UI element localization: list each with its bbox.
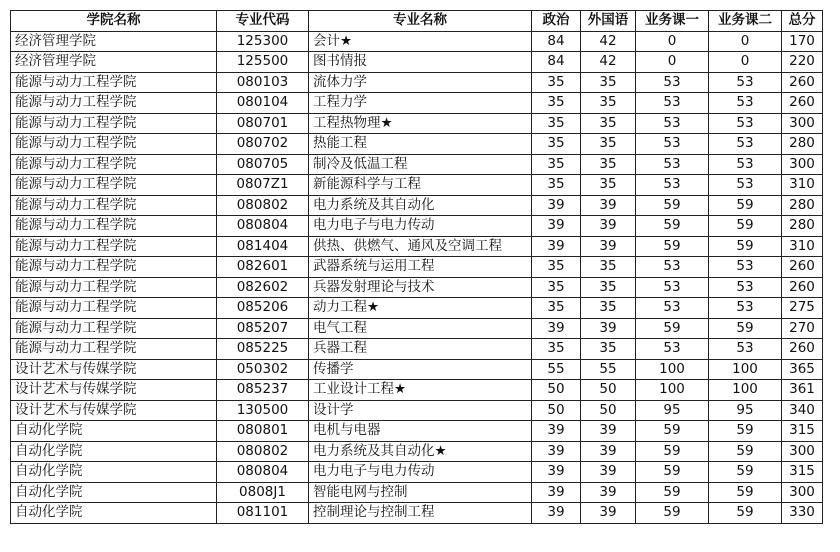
header-row — [11, 11, 823, 32]
cell-politics: 35 — [532, 134, 581, 155]
score-table — [10, 10, 823, 524]
cell-politics: 35 — [532, 257, 581, 278]
cell-course-one: 53 — [636, 72, 709, 93]
cell-foreign-language: 35 — [581, 134, 636, 155]
cell-total: 280 — [782, 195, 823, 216]
cell-major-code: 080104 — [217, 93, 309, 114]
cell-foreign-language: 35 — [581, 113, 636, 134]
cell-foreign-language: 35 — [581, 257, 636, 278]
cell-politics: 39 — [532, 441, 581, 462]
table-row — [11, 195, 823, 216]
cell-foreign-language: 50 — [581, 400, 636, 421]
cell-total: 260 — [782, 339, 823, 360]
cell-total: 300 — [782, 113, 823, 134]
cell-foreign-language: 35 — [581, 93, 636, 114]
cell-foreign-language: 42 — [581, 52, 636, 73]
table-row — [11, 113, 823, 134]
cell-foreign-language: 35 — [581, 72, 636, 93]
cell-major-code: 082601 — [217, 257, 309, 278]
cell-major-code: 085206 — [217, 298, 309, 319]
cell-major-code: 125500 — [217, 52, 309, 73]
cell-course-one: 53 — [636, 154, 709, 175]
cell-course-one: 59 — [636, 236, 709, 257]
table-row — [11, 482, 823, 503]
cell-course-two: 53 — [709, 277, 782, 298]
cell-course-one: 59 — [636, 482, 709, 503]
cell-foreign-language: 35 — [581, 175, 636, 196]
cell-major-code: 080705 — [217, 154, 309, 175]
cell-politics: 35 — [532, 339, 581, 360]
cell-college: 自动化学院 — [11, 482, 217, 503]
cell-politics: 35 — [532, 93, 581, 114]
cell-course-one: 59 — [636, 318, 709, 339]
cell-foreign-language: 39 — [581, 462, 636, 483]
cell-college: 自动化学院 — [11, 503, 217, 524]
cell-course-one: 59 — [636, 462, 709, 483]
cell-course-one: 95 — [636, 400, 709, 421]
cell-college: 能源与动力工程学院 — [11, 134, 217, 155]
table-row — [11, 462, 823, 483]
cell-foreign-language: 35 — [581, 277, 636, 298]
cell-total: 260 — [782, 93, 823, 114]
cell-college: 经济管理学院 — [11, 52, 217, 73]
cell-major-code: 081101 — [217, 503, 309, 524]
cell-course-two: 100 — [709, 359, 782, 380]
cell-major-code: 081404 — [217, 236, 309, 257]
cell-major-name: 传播学 — [309, 359, 532, 380]
cell-major-code: 130500 — [217, 400, 309, 421]
cell-total: 260 — [782, 277, 823, 298]
cell-course-one: 53 — [636, 93, 709, 114]
header-foreign-language: 外国语 — [581, 11, 636, 32]
table-row — [11, 421, 823, 442]
cell-course-two: 100 — [709, 380, 782, 401]
cell-college: 能源与动力工程学院 — [11, 277, 217, 298]
cell-foreign-language: 35 — [581, 298, 636, 319]
cell-total: 300 — [782, 154, 823, 175]
cell-politics: 39 — [532, 195, 581, 216]
cell-major-code: 080701 — [217, 113, 309, 134]
table-row — [11, 298, 823, 319]
cell-major-name: 控制理论与控制工程 — [309, 503, 532, 524]
cell-major-name: 电气工程 — [309, 318, 532, 339]
cell-major-name: 智能电网与控制 — [309, 482, 532, 503]
table-row — [11, 339, 823, 360]
cell-course-one: 53 — [636, 134, 709, 155]
cell-total: 361 — [782, 380, 823, 401]
cell-politics: 35 — [532, 298, 581, 319]
cell-major-code: 0807Z1 — [217, 175, 309, 196]
cell-politics: 39 — [532, 236, 581, 257]
cell-major-code: 080801 — [217, 421, 309, 442]
header-politics: 政治 — [532, 11, 581, 32]
cell-course-one: 53 — [636, 298, 709, 319]
cell-politics: 35 — [532, 277, 581, 298]
cell-politics: 35 — [532, 154, 581, 175]
table-row — [11, 236, 823, 257]
table-row — [11, 441, 823, 462]
cell-foreign-language: 39 — [581, 503, 636, 524]
cell-total: 260 — [782, 72, 823, 93]
cell-course-one: 59 — [636, 421, 709, 442]
cell-major-name: 制冷及低温工程 — [309, 154, 532, 175]
cell-politics: 39 — [532, 482, 581, 503]
header-course-two: 业务课二 — [709, 11, 782, 32]
cell-college: 设计艺术与传媒学院 — [11, 359, 217, 380]
cell-politics: 39 — [532, 503, 581, 524]
cell-foreign-language: 35 — [581, 339, 636, 360]
cell-total: 260 — [782, 257, 823, 278]
cell-politics: 39 — [532, 318, 581, 339]
cell-major-name: 电力电子与电力传动 — [309, 216, 532, 237]
table-row — [11, 93, 823, 114]
table-row — [11, 380, 823, 401]
cell-college: 能源与动力工程学院 — [11, 113, 217, 134]
cell-major-name: 供热、供燃气、通风及空调工程 — [309, 236, 532, 257]
cell-major-code: 080103 — [217, 72, 309, 93]
cell-foreign-language: 39 — [581, 441, 636, 462]
cell-course-one: 53 — [636, 175, 709, 196]
table-row — [11, 503, 823, 524]
cell-college: 经济管理学院 — [11, 31, 217, 52]
cell-course-two: 0 — [709, 52, 782, 73]
cell-major-name: 电力电子与电力传动 — [309, 462, 532, 483]
table-row — [11, 216, 823, 237]
cell-major-name: 新能源科学与工程 — [309, 175, 532, 196]
cell-college: 能源与动力工程学院 — [11, 154, 217, 175]
cell-course-one: 53 — [636, 339, 709, 360]
cell-course-two: 53 — [709, 113, 782, 134]
table-row — [11, 400, 823, 421]
cell-major-name: 动力工程★ — [309, 298, 532, 319]
cell-course-two: 59 — [709, 462, 782, 483]
cell-course-two: 53 — [709, 154, 782, 175]
cell-college: 自动化学院 — [11, 421, 217, 442]
cell-college: 能源与动力工程学院 — [11, 72, 217, 93]
cell-major-name: 电机与电器 — [309, 421, 532, 442]
header-major-name: 专业名称 — [309, 11, 532, 32]
cell-major-name: 会计★ — [309, 31, 532, 52]
cell-course-one: 100 — [636, 380, 709, 401]
cell-total: 365 — [782, 359, 823, 380]
table-row — [11, 175, 823, 196]
cell-total: 270 — [782, 318, 823, 339]
header-total: 总分 — [782, 11, 823, 32]
cell-politics: 35 — [532, 72, 581, 93]
table-body — [11, 31, 823, 523]
table-row — [11, 31, 823, 52]
cell-course-two: 95 — [709, 400, 782, 421]
cell-major-name: 电力系统及其自动化★ — [309, 441, 532, 462]
cell-politics: 50 — [532, 380, 581, 401]
cell-total: 310 — [782, 236, 823, 257]
cell-major-code: 050302 — [217, 359, 309, 380]
cell-major-name: 工业设计工程★ — [309, 380, 532, 401]
cell-politics: 84 — [532, 31, 581, 52]
cell-politics: 35 — [532, 113, 581, 134]
cell-course-two: 59 — [709, 503, 782, 524]
cell-college: 能源与动力工程学院 — [11, 318, 217, 339]
header-major-code: 专业代码 — [217, 11, 309, 32]
table-row — [11, 72, 823, 93]
cell-major-code: 085207 — [217, 318, 309, 339]
cell-total: 300 — [782, 482, 823, 503]
cell-course-two: 53 — [709, 298, 782, 319]
cell-course-two: 59 — [709, 216, 782, 237]
cell-total: 280 — [782, 134, 823, 155]
cell-major-name: 设计学 — [309, 400, 532, 421]
cell-course-two: 59 — [709, 441, 782, 462]
cell-course-two: 59 — [709, 318, 782, 339]
cell-foreign-language: 39 — [581, 195, 636, 216]
cell-foreign-language: 39 — [581, 318, 636, 339]
cell-total: 170 — [782, 31, 823, 52]
cell-major-code: 085225 — [217, 339, 309, 360]
header-college: 学院名称 — [11, 11, 217, 32]
cell-politics: 35 — [532, 175, 581, 196]
cell-major-name: 热能工程 — [309, 134, 532, 155]
cell-major-code: 080802 — [217, 441, 309, 462]
cell-foreign-language: 39 — [581, 236, 636, 257]
cell-major-code: 080702 — [217, 134, 309, 155]
cell-college: 能源与动力工程学院 — [11, 298, 217, 319]
cell-course-two: 59 — [709, 236, 782, 257]
cell-major-code: 080804 — [217, 216, 309, 237]
cell-course-one: 0 — [636, 31, 709, 52]
cell-total: 330 — [782, 503, 823, 524]
cell-foreign-language: 35 — [581, 154, 636, 175]
cell-course-two: 53 — [709, 134, 782, 155]
cell-college: 设计艺术与传媒学院 — [11, 380, 217, 401]
cell-college: 设计艺术与传媒学院 — [11, 400, 217, 421]
cell-course-two: 0 — [709, 31, 782, 52]
cell-politics: 39 — [532, 462, 581, 483]
cell-foreign-language: 39 — [581, 216, 636, 237]
cell-college: 能源与动力工程学院 — [11, 175, 217, 196]
cell-course-one: 59 — [636, 441, 709, 462]
cell-major-name: 电力系统及其自动化 — [309, 195, 532, 216]
cell-foreign-language: 50 — [581, 380, 636, 401]
cell-major-name: 图书情报 — [309, 52, 532, 73]
table-row — [11, 318, 823, 339]
cell-course-two: 53 — [709, 175, 782, 196]
table-row — [11, 277, 823, 298]
cell-college: 能源与动力工程学院 — [11, 257, 217, 278]
cell-foreign-language: 55 — [581, 359, 636, 380]
table-row — [11, 52, 823, 73]
cell-total: 220 — [782, 52, 823, 73]
cell-course-one: 0 — [636, 52, 709, 73]
cell-course-two: 53 — [709, 93, 782, 114]
cell-college: 能源与动力工程学院 — [11, 216, 217, 237]
cell-major-code: 082602 — [217, 277, 309, 298]
cell-major-code: 080802 — [217, 195, 309, 216]
cell-total: 280 — [782, 216, 823, 237]
cell-course-one: 53 — [636, 257, 709, 278]
cell-course-two: 53 — [709, 339, 782, 360]
cell-course-one: 53 — [636, 277, 709, 298]
cell-course-two: 59 — [709, 421, 782, 442]
cell-college: 能源与动力工程学院 — [11, 195, 217, 216]
cell-course-two: 53 — [709, 257, 782, 278]
cell-major-code: 125300 — [217, 31, 309, 52]
cell-major-name: 流体力学 — [309, 72, 532, 93]
cell-politics: 39 — [532, 216, 581, 237]
table-row — [11, 359, 823, 380]
cell-politics: 55 — [532, 359, 581, 380]
score-table-container — [10, 10, 823, 524]
cell-total: 315 — [782, 421, 823, 442]
cell-course-one: 100 — [636, 359, 709, 380]
header-course-one: 业务课一 — [636, 11, 709, 32]
cell-course-two: 59 — [709, 482, 782, 503]
cell-college: 能源与动力工程学院 — [11, 236, 217, 257]
cell-college: 自动化学院 — [11, 462, 217, 483]
cell-course-one: 59 — [636, 503, 709, 524]
cell-major-code: 0808J1 — [217, 482, 309, 503]
table-row — [11, 134, 823, 155]
cell-total: 300 — [782, 441, 823, 462]
cell-major-name: 工程热物理★ — [309, 113, 532, 134]
cell-college: 能源与动力工程学院 — [11, 339, 217, 360]
cell-course-one: 59 — [636, 195, 709, 216]
cell-foreign-language: 39 — [581, 482, 636, 503]
cell-foreign-language: 42 — [581, 31, 636, 52]
cell-major-code: 080804 — [217, 462, 309, 483]
cell-college: 能源与动力工程学院 — [11, 93, 217, 114]
cell-politics: 39 — [532, 421, 581, 442]
cell-course-two: 59 — [709, 195, 782, 216]
cell-major-name: 兵器工程 — [309, 339, 532, 360]
cell-total: 275 — [782, 298, 823, 319]
cell-politics: 84 — [532, 52, 581, 73]
cell-major-name: 工程力学 — [309, 93, 532, 114]
cell-major-code: 085237 — [217, 380, 309, 401]
cell-foreign-language: 39 — [581, 421, 636, 442]
cell-total: 340 — [782, 400, 823, 421]
cell-politics: 50 — [532, 400, 581, 421]
cell-course-one: 53 — [636, 113, 709, 134]
cell-course-one: 59 — [636, 216, 709, 237]
cell-total: 310 — [782, 175, 823, 196]
cell-total: 315 — [782, 462, 823, 483]
cell-major-name: 武器系统与运用工程 — [309, 257, 532, 278]
table-row — [11, 154, 823, 175]
table-row — [11, 257, 823, 278]
cell-college: 自动化学院 — [11, 441, 217, 462]
cell-major-name: 兵器发射理论与技术 — [309, 277, 532, 298]
cell-course-two: 53 — [709, 72, 782, 93]
